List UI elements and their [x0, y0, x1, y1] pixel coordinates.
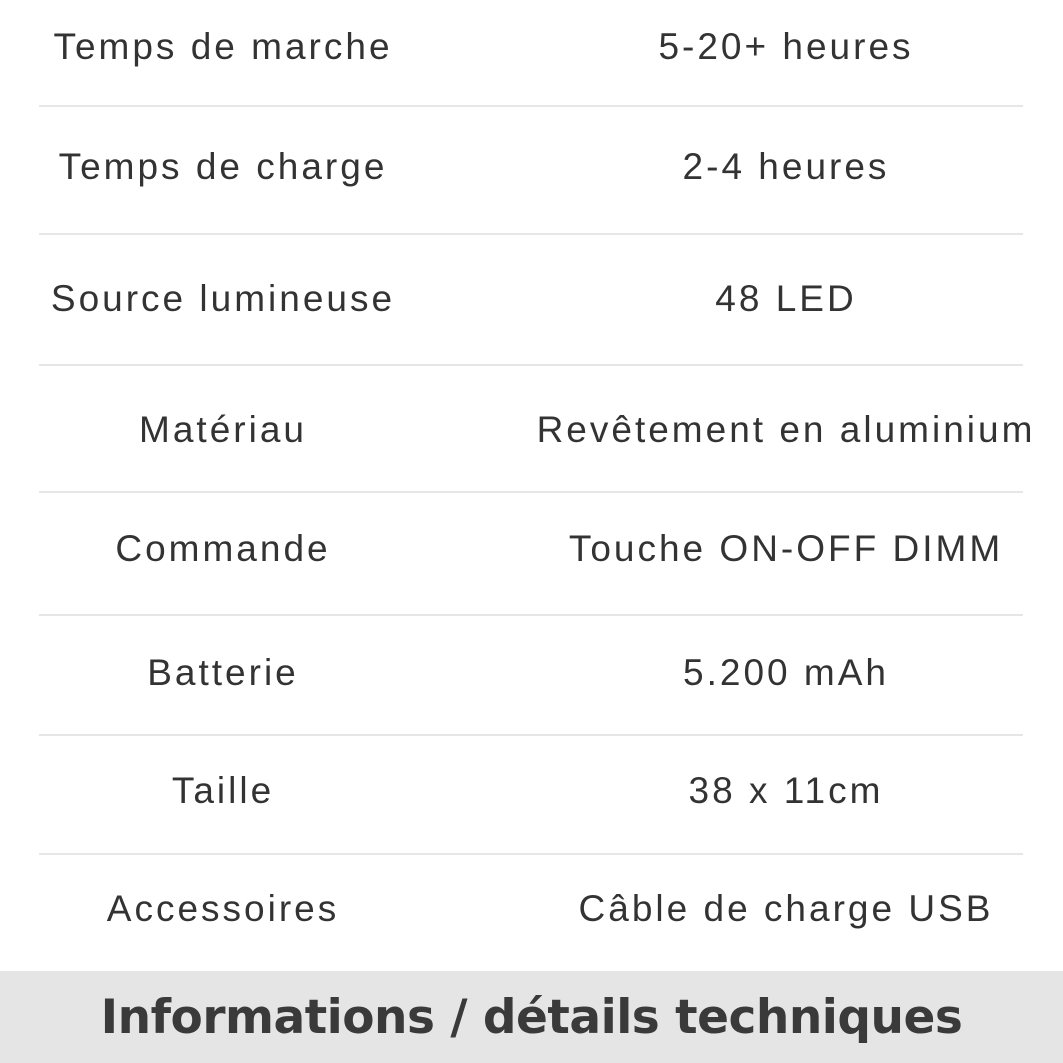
footer-banner	[0, 971, 1063, 1063]
spec-value: Câble de charge USB	[578, 888, 994, 929]
row-divider	[39, 734, 1023, 736]
spec-value: 2-4 heures	[682, 146, 890, 187]
spec-row-control	[0, 507, 1063, 591]
spec-value: 38 x 11cm	[688, 770, 884, 811]
row-divider	[39, 853, 1023, 855]
spec-row-charge-time	[0, 125, 1063, 209]
footer-title: Informations / détails techniques	[100, 989, 963, 1045]
spec-row-runtime	[0, 5, 1063, 89]
spec-value: 48 LED	[715, 278, 857, 319]
row-divider	[39, 105, 1023, 107]
spec-label: Accessoires	[106, 888, 340, 929]
spec-row-light-source	[0, 257, 1063, 341]
spec-row-material	[0, 388, 1063, 472]
row-divider	[39, 364, 1023, 366]
spec-row-battery	[0, 631, 1063, 715]
spec-row-size	[0, 749, 1063, 833]
spec-value: 5-20+ heures	[658, 26, 914, 67]
row-divider	[39, 233, 1023, 235]
spec-label: Commande	[115, 528, 331, 569]
row-divider	[39, 491, 1023, 493]
spec-label: Temps de charge	[58, 146, 388, 187]
spec-label: Source lumineuse	[50, 278, 396, 319]
row-divider	[39, 614, 1023, 616]
spec-value: 5.200 mAh	[683, 652, 889, 693]
spec-row-accessories	[0, 867, 1063, 951]
spec-label: Taille	[171, 770, 275, 811]
spec-label: Temps de marche	[53, 26, 393, 67]
spec-value: Revêtement en aluminium	[536, 409, 1036, 450]
spec-label: Batterie	[147, 652, 299, 693]
spec-label: Matériau	[139, 409, 307, 450]
spec-value: Touche ON-OFF DIMM	[568, 528, 1004, 569]
